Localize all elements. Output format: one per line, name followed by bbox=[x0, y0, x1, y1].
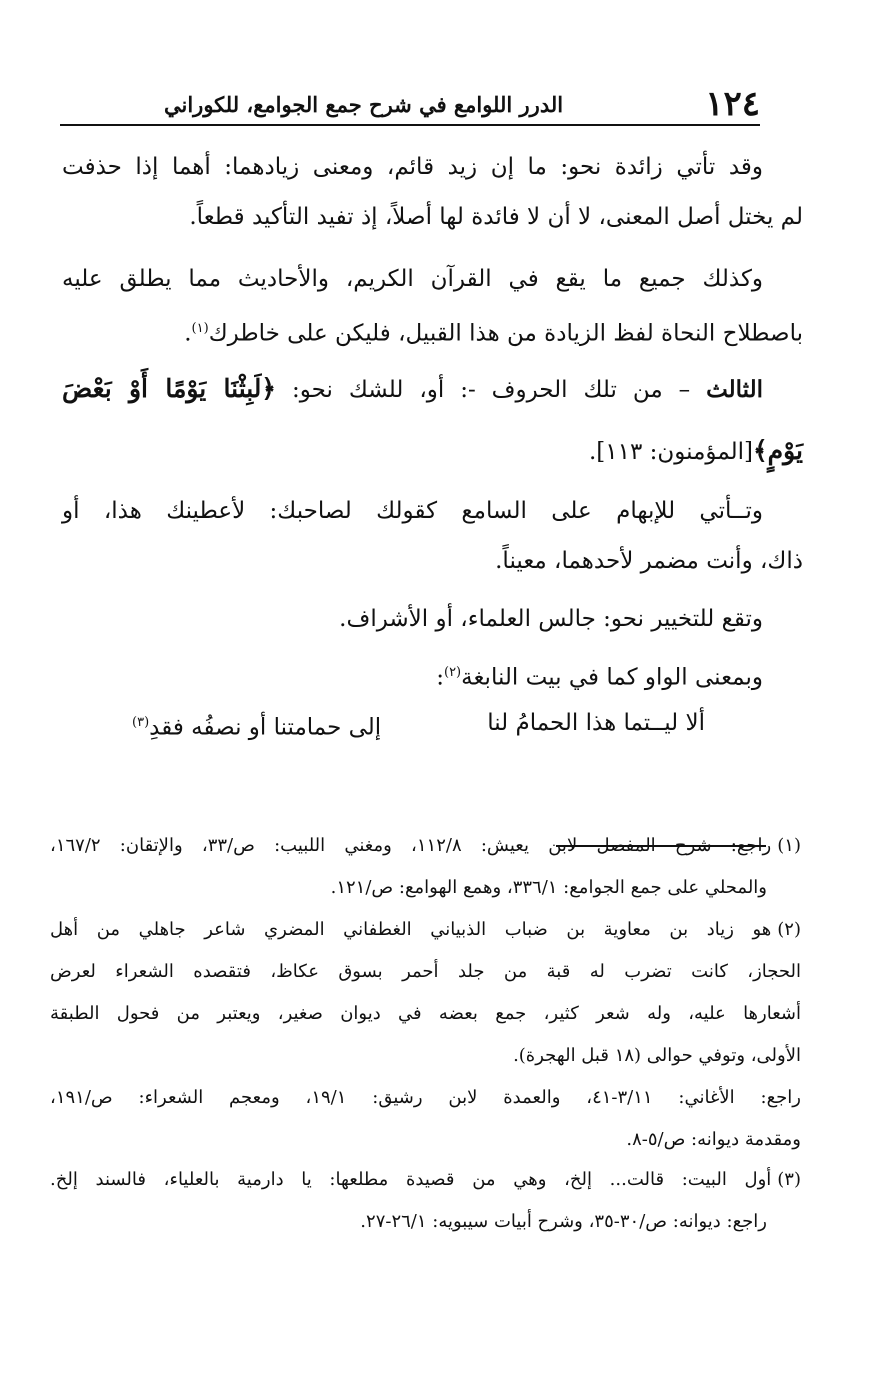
body-line: وتــأتي للإبهام على السامع كقولك لصاحبك: لأعطينك هذا، أو bbox=[62, 498, 763, 524]
body-line: الثالث – من تلك الحروف -: أو، للشك نحو: ﴿لَبِثْنَا يَوْمًا أَوْ بَعْضَ bbox=[62, 374, 764, 403]
footnote-line: ومقدمة ديوانه: ص/٥-٨. bbox=[626, 1129, 801, 1150]
body-line: لم يختل أصل المعنى، لا أن لا فائدة لها أصلاً، إذ تفيد التأكيد قطعاً. bbox=[189, 204, 803, 230]
footnote-line: راجع: ديوانه: ص/٣٠-٣٥، وشرح أبيات سيبويه: ٢٦/١-٢٧. bbox=[360, 1211, 767, 1232]
body-line bbox=[589, 434, 803, 469]
footnote-ref: (٢) bbox=[443, 665, 462, 680]
footnote-line: (١)راجع: شرح المفصل لابن يعيش: ١١٢/٨، ومغني اللبيب: ص/٣٣، والإتقان: ١٦٧/٢، bbox=[50, 832, 801, 860]
footnote-line: راجع: الأغاني: ٣/١١-٤١، والعمدة لابن رشيق: ١٩/١، ومعجم الشعراء: ص/١٩١، bbox=[50, 1087, 801, 1108]
body-line: وبمعنى الواو كما في بيت النابغة$^{(٢)}$: bbox=[436, 664, 763, 691]
running-title: الدرر اللوامع في شرح جمع الجوامع، للكوراني bbox=[164, 92, 564, 117]
page-number: ١٢٤ bbox=[705, 84, 760, 124]
verse-citation: [المؤمنون: ١١٣]. bbox=[588, 439, 753, 465]
quran-verse-end: يَوْمٍ﴾ bbox=[753, 436, 803, 465]
footnote-number: (١) bbox=[777, 835, 801, 856]
body-line: باصطلاح النحاة لفظ الزيادة من هذا القبيل، فليكن على خاطرك$^{(١)}$. bbox=[184, 320, 803, 347]
poem-hemistich-2: إلى حمامتنا أو نصفُه فقدِ$^{(٣)}$ bbox=[132, 714, 382, 741]
poem-hemistich-1: ألا ليــتما هذا الحمامُ لنا bbox=[487, 710, 705, 736]
quran-verse: ﴿لَبِثْنَا يَوْمًا أَوْ بَعْضَ bbox=[62, 374, 277, 403]
footnote-line: أشعارها عليه، وله شعر كثير، جمع بعضه في ديوان صغير، ويعتبر من فحول الطبقة bbox=[50, 1003, 801, 1024]
body-line: وكذلك جميع ما يقع في القرآن الكريم، والأحاديث مما يطلق عليه bbox=[62, 266, 763, 292]
footnote-line: (٣)أول البيت: قالت... إلخ، وهي من قصيدة مطلعها: يا دارمية بالعلياء، فالسند إلخ. bbox=[50, 1166, 801, 1194]
footnote-number: (٢) bbox=[777, 919, 801, 940]
footnote-line: (٢)هو زياد بن معاوية بن ضباب الذبياني الغطفاني المضري شاعر جاهلي من أهل bbox=[50, 916, 801, 944]
footnote-line: والمحلي على جمع الجوامع: ٣٣٦/١، وهمع الهوامع: ص/١٢١. bbox=[330, 877, 767, 898]
footnote-line: الحجاز، كانت تضرب له قبة من جلد أحمر بسوق عكاظ، فتقصده الشعراء لعرض bbox=[50, 961, 801, 982]
footnote-ref: (١) bbox=[191, 321, 209, 336]
body-line: وقد تأتي زائدة نحو: ما إن زيد قائم، ومعنى زيادهما: أهما إذا حذفت bbox=[62, 154, 763, 180]
section-heading: الثالث bbox=[706, 376, 764, 403]
footnote-line: الأولى، وتوفي حوالى (١٨ قبل الهجرة). bbox=[513, 1045, 801, 1066]
page-header bbox=[60, 84, 760, 126]
body-line: وتقع للتخيير نحو: جالس العلماء، أو الأشراف. bbox=[339, 606, 763, 632]
body-line: ذاك، وأنت مضمر لأحدهما، معيناً. bbox=[495, 548, 803, 574]
footnote-number: (٣) bbox=[777, 1169, 801, 1190]
footnote-ref: (٣) bbox=[132, 715, 150, 730]
